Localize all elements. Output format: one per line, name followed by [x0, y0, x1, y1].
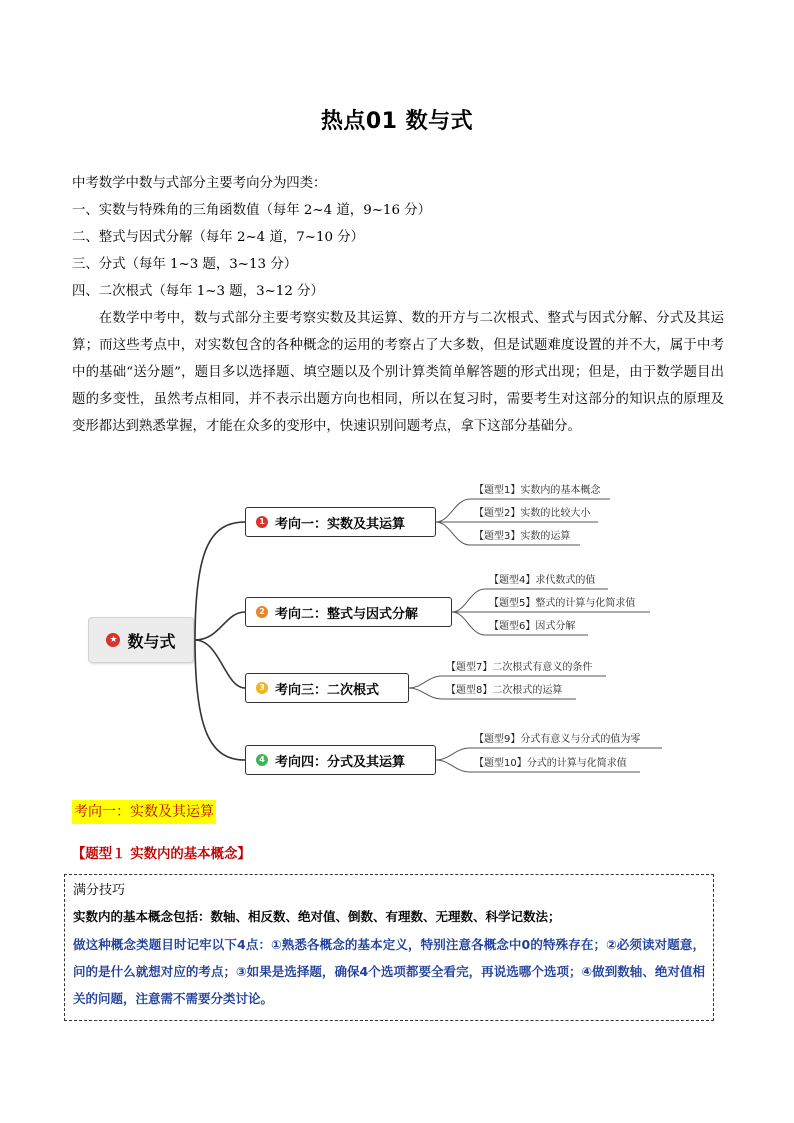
intro-line: 二、整式与因式分解（每年 2~4 道，7~10 分） — [72, 230, 365, 245]
branch-label: 考向二：整式与因式分解 — [275, 606, 419, 622]
branch-label: 考向三：二次根式 — [275, 682, 380, 698]
leaf-item: 【题型9】分式有意义与分式的值为零 — [474, 734, 641, 745]
leaf-item: 【题型8】二次根式的运算 — [446, 685, 563, 696]
leaf-item: 【题型1】实数内的基本概念 — [474, 485, 601, 496]
leaf-item: 【题型4】求代数式的值 — [489, 575, 596, 586]
number-badge-icon: 1 — [256, 516, 268, 528]
mind-map-root — [88, 617, 194, 663]
branch-label: 考向一：实数及其运算 — [275, 516, 406, 532]
branch-1 — [245, 507, 436, 537]
leaf-item: 【题型6】因式分解 — [489, 621, 576, 632]
leaf-item: 【题型10】分式的计算与化简求值 — [474, 758, 627, 769]
tip-box — [64, 874, 714, 1021]
branch-label: 考向四：分式及其运算 — [275, 754, 406, 770]
intro-line: 一、实数与特殊角的三角函数值（每年 2~4 道，9~16 分） — [72, 203, 432, 218]
leaf-item: 【题型5】整式的计算与化简求值 — [489, 598, 636, 609]
intro-line: 四、二次根式（每年 1~3 题，3~12 分） — [72, 284, 324, 299]
star-icon: ★ — [106, 633, 120, 647]
tip-concepts: 实数内的基本概念包括：数轴、相反数、绝对值、倒数、有理数、无理数、科学记数法； — [73, 909, 561, 924]
section-heading: 考向一：实数及其运算 — [72, 800, 216, 824]
type-heading: 【题型１ 实数内的基本概念】 — [72, 847, 251, 862]
tip-title: 满分技巧 — [73, 883, 126, 898]
leaf-item: 【题型7】二次根式有意义的条件 — [446, 662, 593, 673]
intro-line: 三、分式（每年 1~3 题，3~13 分） — [72, 257, 298, 272]
leaf-item: 【题型3】实数的运算 — [474, 531, 571, 542]
page-title: 热点01 数与式 — [320, 109, 474, 134]
branch-4 — [245, 745, 436, 775]
branch-2 — [245, 597, 452, 627]
leaf-item: 【题型2】实数的比较大小 — [474, 508, 591, 519]
number-badge-icon: 2 — [256, 606, 268, 618]
number-badge-icon: 3 — [256, 682, 268, 694]
intro-paragraph: 在数学中考中，数与式部分主要考察实数及其运算、数的开方与二次根式、整式与因式分解、分式及其运算；而这些考点中，对实数包含的各种概念的运用的考察占了大多数，但是试题难度设置的并不大，属于中考中的基础“送分题”，题目多以选择题、填空题以及个别计算类简单解答题的形式出现；但是，由于数学题目出题的多变性，虽然考点相同，并不表示出题方向也相同，所以在复习时，需要考生对这部分的知识点的原理及变形都达到熟悉掌握，才能在众多的变形中，快速识别问题考点，拿下这部分基础分。 — [72, 311, 724, 434]
number-badge-icon: 4 — [256, 754, 268, 766]
root-label: 数与式 — [127, 631, 176, 651]
tip-method: 做这种概念类题目时记牢以下4点：①熟悉各概念的基本定义，特别注意各概念中0的特殊存在；②必须读对题意，问的是什么就想对应的考点；③如果是选择题，确保4个选项都要全看完，再说选哪个选项；④做到数轴、绝对值相关的问题，注意需不需要分类讨论。 — [73, 937, 705, 1006]
branch-3 — [245, 673, 409, 703]
mind-map — [0, 470, 794, 790]
intro-line: 中考数学中数与式部分主要考向分为四类： — [72, 176, 327, 191]
intro-section — [72, 170, 724, 440]
